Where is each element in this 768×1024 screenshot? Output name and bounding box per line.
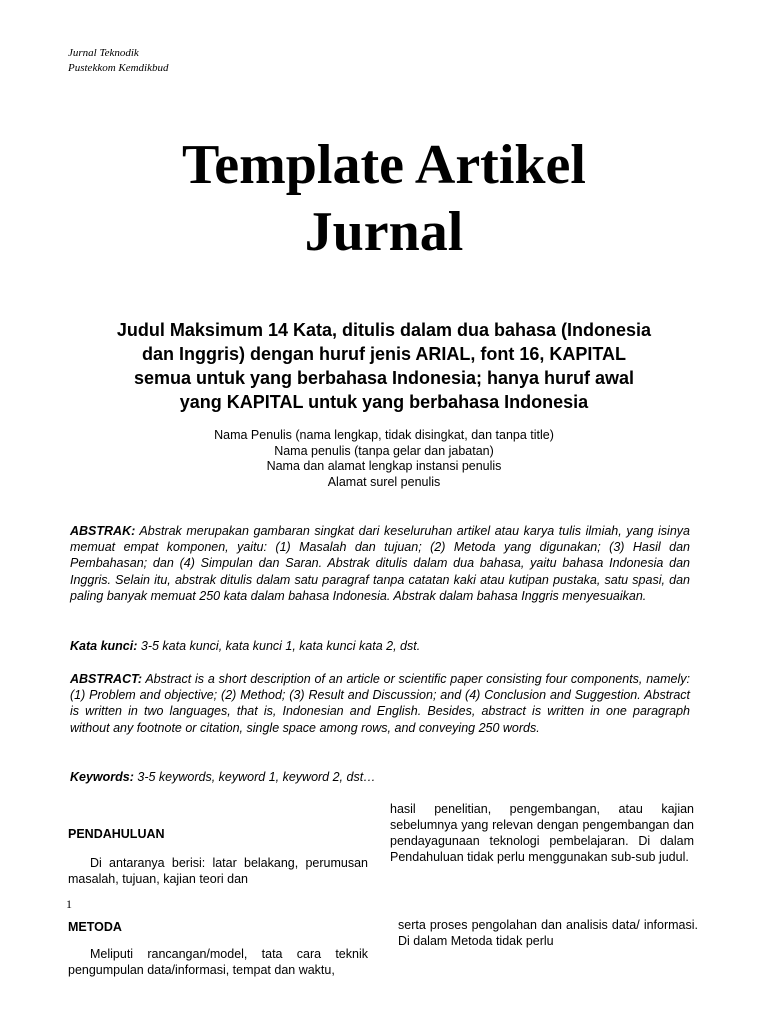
keywords-text: 3-5 keywords, keyword 1, keyword 2, dst… bbox=[137, 770, 376, 784]
keywords-label: Keywords: bbox=[70, 770, 134, 784]
abstract-paragraph bbox=[70, 671, 690, 736]
abstrak-text: Abstrak merupakan gambaran singkat dari keseluruhan artikel atau karya tulis ilmiah, yang isinya memuat empat komponen, yaitu: (1) Masalah dan tujuan; (2) Metoda yang digunakan; (3) Hasil dan Pembahasan; dan (4) Simpulan dan Saran. Abstrak ditulis dalam dua bahasa, yaitu bahasa Indonesia dan Inggris. Selain itu, abstrak ditulis dalam satu paragraf tanpa catatan kaki atau kutipan pustaka, satu spasi, dan paling banyak memuat 250 kata dalam bahasa Indonesia. Abstrak dalam bahasa Inggris menyesuaikan. bbox=[70, 524, 690, 603]
article-title-line-2: dan Inggris) dengan huruf jenis ARIAL, font 16, KAPITAL bbox=[142, 344, 626, 364]
author-name-note: Nama penulis (tanpa gelar dan jabatan) bbox=[274, 443, 494, 458]
journal-publisher: Pustekkom Kemdikbud bbox=[68, 62, 169, 74]
author-institution: Nama dan alamat lengkap instansi penulis bbox=[266, 459, 502, 473]
article-title-line-3: semua untuk yang berbahasa Indonesia; hanya huruf awal bbox=[133, 368, 635, 388]
metoda-text: Meliputi rancangan/model, tata cara teknik pengumpulan data/informasi, tempat dan waktu, bbox=[68, 947, 368, 977]
pendahuluan-text: Di antaranya berisi: latar belakang, perumusan masalah, tujuan, kajian teori dan bbox=[68, 856, 368, 886]
abstract-text: Abstract is a short description of an article or scientific paper consisting four components, namely: (1) Problem and objective; (2) Method; (3) Result and Discussion; and (4) Conclusion and Suggestion. Abstract is written in two languages, that is, Indonesian and English. Besides, abstract is written in one paragraph without any footnote or citation, single space among rows, and conveying 250 words. bbox=[70, 672, 690, 735]
abstrak-paragraph bbox=[70, 523, 690, 604]
author-block bbox=[0, 428, 768, 490]
metoda-continued-text: serta proses pengolahan dan analisis data/ informasi. Di dalam Metoda tidak perlu bbox=[398, 918, 698, 948]
document-title-line-2: Jurnal bbox=[304, 201, 464, 263]
article-title-instructions bbox=[66, 318, 702, 414]
pendahuluan-continued-text: hasil penelitian, pengembangan, atau kajian sebelumnya yang relevan dengan pengembangan dan pendayagunaan teknologi pembelajaran. Di dalam Pendahuluan tidak perlu menggunakan sub-sub judul. bbox=[390, 802, 694, 864]
article-title-line-4: yang KAPITAL untuk yang berbahasa Indonesia bbox=[179, 392, 589, 412]
journal-header bbox=[68, 46, 169, 76]
document-title-line-1: Template Artikel bbox=[182, 134, 586, 196]
author-name: Nama Penulis (nama lengkap, tidak disingkat, dan tanpa title) bbox=[214, 428, 554, 442]
keywords-paragraph bbox=[70, 769, 690, 785]
kata-kunci-paragraph bbox=[70, 638, 690, 654]
author-email: Alamat surel penulis bbox=[327, 474, 441, 489]
page-number: 1 bbox=[66, 897, 72, 911]
kata-kunci-label: Kata kunci: bbox=[70, 639, 138, 653]
metoda-heading: METODA bbox=[68, 920, 122, 934]
article-title-line-1: Judul Maksimum 14 Kata, ditulis dalam dua bahasa (Indonesia bbox=[116, 320, 652, 340]
pendahuluan-heading: PENDAHULUAN bbox=[68, 827, 165, 841]
abstrak-label: ABSTRAK: bbox=[70, 524, 136, 538]
journal-name: Jurnal Teknodik bbox=[68, 47, 139, 59]
kata-kunci-text: 3-5 kata kunci, kata kunci 1, kata kunci kata 2, dst. bbox=[140, 639, 421, 653]
document-title bbox=[0, 132, 768, 266]
abstract-label: ABSTRACT: bbox=[70, 672, 142, 686]
